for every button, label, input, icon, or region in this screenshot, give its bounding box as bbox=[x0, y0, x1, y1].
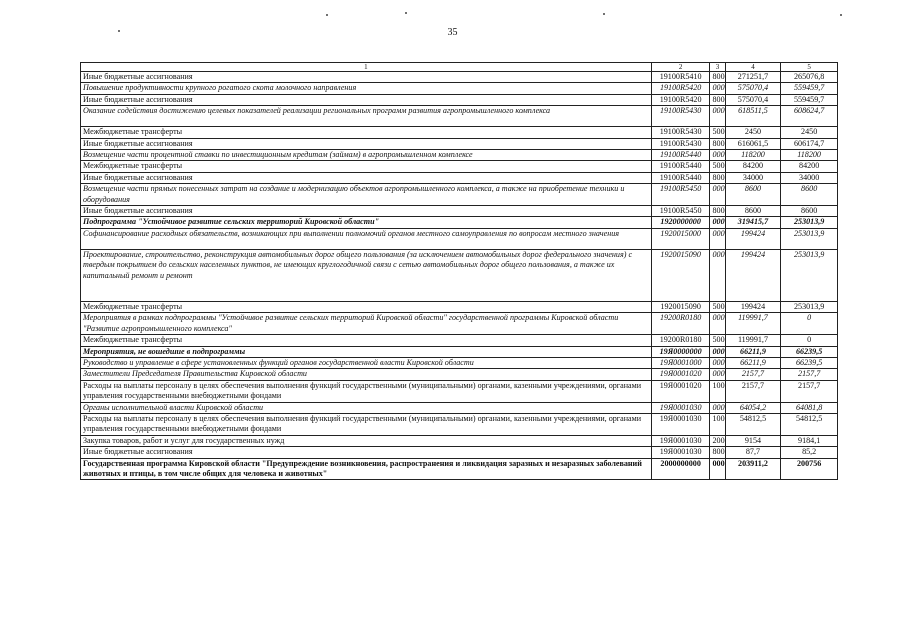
row-name-cell: Мероприятия в рамках подпрограммы "Устойчивое развитие сельских территорий Кировской области" государственной программы Кировской области "Развитие агропромышленного комплекса" bbox=[81, 313, 652, 335]
table-row bbox=[81, 94, 838, 105]
row-code-cell: 1920015090 bbox=[651, 301, 710, 312]
row-name-cell: Иные бюджетные ассигнования bbox=[81, 72, 652, 83]
row-code-cell: 1920015000 bbox=[651, 228, 710, 249]
row-code-cell: 19100R5440 bbox=[651, 161, 710, 172]
row-name-cell: Иные бюджетные ассигнования bbox=[81, 172, 652, 183]
budget-table bbox=[80, 62, 838, 480]
row-value-year2-cell: 8600 bbox=[781, 184, 838, 206]
row-value-year1-cell: 118200 bbox=[725, 150, 781, 161]
row-value-year1-cell: 84200 bbox=[725, 161, 781, 172]
row-expense-type-cell: 000 bbox=[710, 402, 725, 413]
scan-speck bbox=[405, 12, 407, 14]
header-col-2: 2 bbox=[651, 63, 710, 72]
table-header-row bbox=[81, 63, 838, 72]
row-name-cell: Иные бюджетные ассигнования bbox=[81, 138, 652, 149]
row-value-year2-cell: 66239,5 bbox=[781, 346, 838, 357]
row-value-year1-cell: 575070,4 bbox=[725, 94, 781, 105]
page-number: 35 bbox=[447, 27, 458, 38]
table-row bbox=[81, 127, 838, 138]
row-expense-type-cell: 800 bbox=[710, 206, 725, 217]
row-code-cell: 19100R5450 bbox=[651, 184, 710, 206]
row-value-year2-cell: 200756 bbox=[781, 458, 838, 480]
row-name-cell: Подпрограмма "Устойчивое развитие сельских территорий Кировской области" bbox=[81, 217, 652, 228]
row-value-year2-cell: 0 bbox=[781, 313, 838, 335]
row-expense-type-cell: 000 bbox=[710, 357, 725, 368]
row-expense-type-cell: 000 bbox=[710, 217, 725, 228]
row-code-cell: 19Я0001030 bbox=[651, 447, 710, 458]
row-name-cell: Межбюджетные трансферты bbox=[81, 127, 652, 138]
row-name-cell: Мероприятия, не вошедшие в подпрограммы bbox=[81, 346, 652, 357]
row-value-year2-cell: 54812,5 bbox=[781, 413, 838, 435]
row-expense-type-cell: 200 bbox=[710, 435, 725, 446]
row-code-cell: 2000000000 bbox=[651, 458, 710, 480]
table-row bbox=[81, 172, 838, 183]
row-value-year2-cell: 253013,9 bbox=[781, 301, 838, 312]
row-value-year2-cell: 8600 bbox=[781, 206, 838, 217]
row-expense-type-cell: 000 bbox=[710, 249, 725, 301]
table-row bbox=[81, 249, 838, 301]
row-code-cell: 19Я0001030 bbox=[651, 402, 710, 413]
row-expense-type-cell: 000 bbox=[710, 228, 725, 249]
row-expense-type-cell: 800 bbox=[710, 72, 725, 83]
row-code-cell: 19100R5410 bbox=[651, 72, 710, 83]
table-row bbox=[81, 83, 838, 94]
row-expense-type-cell: 800 bbox=[710, 138, 725, 149]
table-row bbox=[81, 301, 838, 312]
row-value-year2-cell: 9184,1 bbox=[781, 435, 838, 446]
row-name-cell: Государственная программа Кировской области "Предупреждение возникновения, распространения и ликвидация заразных и незаразных заболеваний животных и птицы, в том числе общих для человека и животных" bbox=[81, 458, 652, 480]
row-value-year1-cell: 66211,9 bbox=[725, 357, 781, 368]
row-name-cell: Возмещение части процентной ставки по инвестиционным кредитам (займам) в агропромышленном комплексе bbox=[81, 150, 652, 161]
table-row bbox=[81, 458, 838, 480]
table-row bbox=[81, 313, 838, 335]
row-value-year1-cell: 8600 bbox=[725, 184, 781, 206]
row-code-cell: 19100R5430 bbox=[651, 138, 710, 149]
row-code-cell: 19100R5430 bbox=[651, 106, 710, 127]
row-code-cell: 19100R5440 bbox=[651, 172, 710, 183]
row-value-year2-cell: 606174,7 bbox=[781, 138, 838, 149]
row-expense-type-cell: 000 bbox=[710, 150, 725, 161]
table-row bbox=[81, 369, 838, 380]
row-value-year1-cell: 66211,9 bbox=[725, 346, 781, 357]
scan-speck bbox=[603, 13, 605, 15]
row-code-cell: 19Я0001000 bbox=[651, 357, 710, 368]
row-value-year2-cell: 85,2 bbox=[781, 447, 838, 458]
row-code-cell: 19200R0180 bbox=[651, 313, 710, 335]
row-name-cell: Повышение продуктивности крупного рогатого скота молочного направления bbox=[81, 83, 652, 94]
table-row bbox=[81, 447, 838, 458]
row-expense-type-cell: 500 bbox=[710, 127, 725, 138]
row-value-year2-cell: 2157,7 bbox=[781, 380, 838, 402]
row-value-year2-cell: 253013,9 bbox=[781, 228, 838, 249]
row-expense-type-cell: 500 bbox=[710, 161, 725, 172]
row-value-year2-cell: 2157,7 bbox=[781, 369, 838, 380]
row-value-year2-cell: 0 bbox=[781, 335, 838, 346]
row-expense-type-cell: 000 bbox=[710, 458, 725, 480]
row-expense-type-cell: 100 bbox=[710, 380, 725, 402]
row-expense-type-cell: 000 bbox=[710, 369, 725, 380]
row-value-year1-cell: 119991,7 bbox=[725, 335, 781, 346]
row-value-year1-cell: 34000 bbox=[725, 172, 781, 183]
row-code-cell: 19100R5420 bbox=[651, 83, 710, 94]
row-value-year2-cell: 34000 bbox=[781, 172, 838, 183]
row-code-cell: 1920000000 bbox=[651, 217, 710, 228]
row-code-cell: 19200R0180 bbox=[651, 335, 710, 346]
row-value-year2-cell: 253013,9 bbox=[781, 217, 838, 228]
row-value-year1-cell: 199424 bbox=[725, 228, 781, 249]
row-expense-type-cell: 500 bbox=[710, 335, 725, 346]
row-name-cell: Иные бюджетные ассигнования bbox=[81, 206, 652, 217]
row-expense-type-cell: 100 bbox=[710, 413, 725, 435]
row-expense-type-cell: 500 bbox=[710, 301, 725, 312]
row-value-year1-cell: 618511,5 bbox=[725, 106, 781, 127]
row-value-year1-cell: 2450 bbox=[725, 127, 781, 138]
row-value-year2-cell: 253013,9 bbox=[781, 249, 838, 301]
row-name-cell: Иные бюджетные ассигнования bbox=[81, 447, 652, 458]
scan-speck bbox=[840, 14, 842, 16]
row-code-cell: 19100R5440 bbox=[651, 150, 710, 161]
table-row bbox=[81, 435, 838, 446]
row-expense-type-cell: 000 bbox=[710, 313, 725, 335]
table-row bbox=[81, 184, 838, 206]
row-value-year1-cell: 271251,7 bbox=[725, 72, 781, 83]
table-row bbox=[81, 106, 838, 127]
row-name-cell: Заместители Председателя Правительства Кировской области bbox=[81, 369, 652, 380]
row-expense-type-cell: 000 bbox=[710, 106, 725, 127]
row-name-cell: Руководство и управление в сфере установленных функций органов государственной власти Кировской области bbox=[81, 357, 652, 368]
row-value-year1-cell: 119991,7 bbox=[725, 313, 781, 335]
row-code-cell: 19Я0001030 bbox=[651, 435, 710, 446]
row-expense-type-cell: 800 bbox=[710, 172, 725, 183]
row-name-cell: Закупка товаров, работ и услуг для государственных нужд bbox=[81, 435, 652, 446]
table-row bbox=[81, 150, 838, 161]
row-code-cell: 19Я0000000 bbox=[651, 346, 710, 357]
table-row bbox=[81, 217, 838, 228]
table-row bbox=[81, 228, 838, 249]
row-name-cell: Межбюджетные трансферты bbox=[81, 161, 652, 172]
row-name-cell: Оказание содействия достижению целевых показателей реализации региональных программ развития агропромышленного комплекса bbox=[81, 106, 652, 127]
row-code-cell: 19100R5420 bbox=[651, 94, 710, 105]
row-expense-type-cell: 000 bbox=[710, 83, 725, 94]
row-value-year2-cell: 265076,8 bbox=[781, 72, 838, 83]
header-col-1: 1 bbox=[81, 63, 652, 72]
row-expense-type-cell: 000 bbox=[710, 346, 725, 357]
table-row bbox=[81, 335, 838, 346]
row-expense-type-cell: 800 bbox=[710, 94, 725, 105]
row-code-cell: 19100R5450 bbox=[651, 206, 710, 217]
scan-speck bbox=[118, 30, 120, 32]
header-col-4: 4 bbox=[725, 63, 781, 72]
row-value-year2-cell: 559459,7 bbox=[781, 83, 838, 94]
row-value-year1-cell: 203911,2 bbox=[725, 458, 781, 480]
row-name-cell: Иные бюджетные ассигнования bbox=[81, 94, 652, 105]
row-name-cell: Расходы на выплаты персоналу в целях обеспечения выполнения функций государственными (муниципальными) органами, казенными учреждениями, органами управления государственными внебюджетными фондами bbox=[81, 413, 652, 435]
table-row bbox=[81, 357, 838, 368]
row-value-year1-cell: 54812,5 bbox=[725, 413, 781, 435]
row-value-year1-cell: 2157,7 bbox=[725, 369, 781, 380]
row-name-cell: Расходы на выплаты персоналу в целях обеспечения выполнения функций государственными (муниципальными) органами, казенными учреждениями, органами управления государственными внебюджетными фондами bbox=[81, 380, 652, 402]
row-code-cell: 1920015090 bbox=[651, 249, 710, 301]
row-value-year1-cell: 575070,4 bbox=[725, 83, 781, 94]
row-value-year1-cell: 319415,7 bbox=[725, 217, 781, 228]
row-value-year1-cell: 9154 bbox=[725, 435, 781, 446]
row-value-year1-cell: 2157,7 bbox=[725, 380, 781, 402]
row-name-cell: Органы исполнительной власти Кировской области bbox=[81, 402, 652, 413]
row-value-year2-cell: 84200 bbox=[781, 161, 838, 172]
row-code-cell: 19100R5430 bbox=[651, 127, 710, 138]
table-row bbox=[81, 380, 838, 402]
row-name-cell: Межбюджетные трансферты bbox=[81, 335, 652, 346]
row-code-cell: 19Я0001020 bbox=[651, 380, 710, 402]
row-value-year2-cell: 64081,8 bbox=[781, 402, 838, 413]
row-name-cell: Возмещение части прямых понесенных затрат на создание и модернизацию объектов агропромышленного комплекса, а также на приобретение техники и оборудования bbox=[81, 184, 652, 206]
row-value-year2-cell: 118200 bbox=[781, 150, 838, 161]
table-row bbox=[81, 402, 838, 413]
row-expense-type-cell: 800 bbox=[710, 447, 725, 458]
table-body bbox=[81, 72, 838, 480]
row-name-cell: Межбюджетные трансферты bbox=[81, 301, 652, 312]
row-name-cell: Проектирование, строительство, реконструкция автомобильных дорог общего пользования (за исключением автомобильных дорог федерального значения) с твердым покрытием до сельских населенных пунктов, не имеющих круглогодичной связи с сетью автомобильных дорог общего пользования, а также их капитальный ремонт и ремонт bbox=[81, 249, 652, 301]
table-row bbox=[81, 206, 838, 217]
row-value-year1-cell: 616061,5 bbox=[725, 138, 781, 149]
row-value-year1-cell: 199424 bbox=[725, 301, 781, 312]
row-name-cell: Софинансирование расходных обязательств, возникающих при выполнении полномочий органов местного самоуправления по вопросам местного значения bbox=[81, 228, 652, 249]
row-code-cell: 19Я0001030 bbox=[651, 413, 710, 435]
row-code-cell: 19Я0001020 bbox=[651, 369, 710, 380]
row-value-year2-cell: 608624,7 bbox=[781, 106, 838, 127]
header-col-3: 3 bbox=[710, 63, 725, 72]
table-row bbox=[81, 413, 838, 435]
header-col-5: 5 bbox=[781, 63, 838, 72]
scan-speck bbox=[326, 14, 328, 16]
row-value-year1-cell: 8600 bbox=[725, 206, 781, 217]
table-row bbox=[81, 138, 838, 149]
row-value-year2-cell: 2450 bbox=[781, 127, 838, 138]
table-row bbox=[81, 72, 838, 83]
row-value-year1-cell: 199424 bbox=[725, 249, 781, 301]
row-value-year1-cell: 87,7 bbox=[725, 447, 781, 458]
row-value-year2-cell: 66239,5 bbox=[781, 357, 838, 368]
row-value-year1-cell: 64054,2 bbox=[725, 402, 781, 413]
table-row bbox=[81, 346, 838, 357]
row-expense-type-cell: 000 bbox=[710, 184, 725, 206]
table-row bbox=[81, 161, 838, 172]
row-value-year2-cell: 559459,7 bbox=[781, 94, 838, 105]
